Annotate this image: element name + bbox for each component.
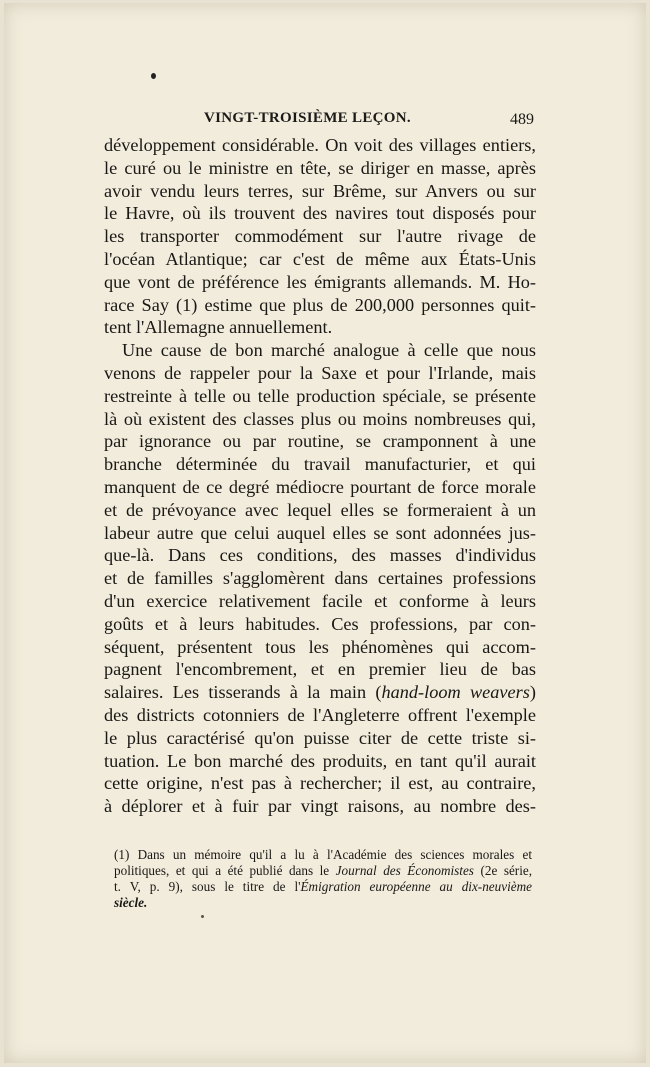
ink-dot [151,73,156,79]
body-text [104,134,536,818]
text-line: restreinte à telle ou telle production spéciale, se présente [104,385,536,406]
text-line: le plus caractérisé qu'on puisse citer de cette triste si- [104,727,536,748]
page-header [104,110,534,134]
text-line: d'un exercice relativement facile et conforme à leurs [104,590,536,611]
text-line: Une cause de bon marché analogue à celle que nous [122,340,536,361]
text-line: et de familles s'agglomèrent dans certaines professions [104,568,536,589]
text-line: race Say (1) estime que plus de 200,000 personnes quit- [104,294,536,315]
text-line: le curé ou le ministre en tête, se diriger en masse, après [104,157,536,178]
text-line: tuation. Le bon marché des produits, en tant qu'il aurait [104,750,536,771]
text-segment: t. V, p. 9), sous le titre de l' [114,879,301,894]
footnote-line [114,863,532,879]
text-line: là où existent des classes plus ou moins nombreuses qui, [104,408,536,429]
text-line: et de prévoyance avec lequel elles se formeraient à un [104,499,536,520]
text-line: à déplorer et à fuir par vingt raisons, au nombre des- [104,796,536,817]
text-line: que vont de préférence les émigrants allemands. M. Ho- [104,271,536,292]
text-line [104,681,536,704]
footnote [114,847,532,911]
text-line: par ignorance ou par routine, se cramponnent à une [104,431,536,452]
text-segment: ) [529,682,536,703]
running-title: VINGT-TROISIÈME LEÇON. [204,110,411,126]
text-line: que-là. Dans ces conditions, des masses d'individus [104,545,536,566]
book-page [4,3,646,1063]
footnote-line [114,879,532,895]
text-line: venons de rappeler pour la Saxe et pour l'Irlande, mais [104,362,536,383]
text-line: développement considérable. On voit des villages entiers, [104,135,536,155]
footnote-line: siècle. [114,895,148,910]
text-line: l'océan Atlantique; car c'est de même aux États-Unis [104,248,536,269]
text-line: les transporter commodément sur l'autre rivage de [104,226,536,247]
italic-term: Journal des Économistes [335,863,474,878]
text-line: goûts et à leurs habitudes. Ces professions, par con- [104,613,536,634]
text-line: cette origine, n'est pas à rechercher; il est, au contraire, [104,773,536,794]
ink-speck [201,915,204,918]
text-line: manquent de ce degré médiocre pourtant de force morale [104,476,536,497]
footnote-line: (1) Dans un mémoire qu'il a lu à l'Académie des sciences morales et [114,847,532,862]
page-number: 489 [510,111,534,128]
text-line: des districts cotonniers de l'Angleterre offrent l'exemple [104,704,536,725]
text-line: séquent, présentent tous les phénomènes qui accom- [104,636,536,657]
text-line: labeur autre que celui auquel elles se sont adonnées jus- [104,522,536,543]
italic-term: hand-loom weavers [381,682,530,703]
text-segment: salaires. Les tisserands à la main ( [104,682,382,703]
text-segment: politiques, et qui a été publié dans le [114,863,336,878]
text-line: branche déterminée du travail manufacturier, et qui [104,454,536,475]
italic-term: Émigration européenne au dix-neuvième [300,879,532,894]
text-line: tent l'Allemagne annuellement. [104,317,333,338]
text-line: le Havre, où ils trouvent des navires tout disposés pour [104,203,536,224]
text-line: avoir vendu leurs terres, sur Brême, sur Anvers ou sur [104,180,536,201]
text-segment: (2e série, [473,863,533,878]
text-line: pagnent l'encombrement, et en premier lieu de bas [104,659,536,680]
